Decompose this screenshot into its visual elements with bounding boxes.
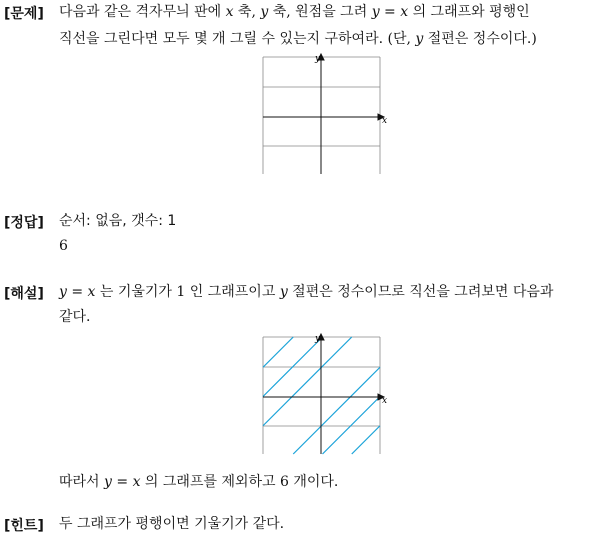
parallel-line bbox=[352, 426, 380, 454]
problem-label: [문제] bbox=[4, 6, 44, 22]
solution-line2: 같다. bbox=[59, 309, 91, 325]
answer-label: [정답] bbox=[4, 215, 44, 231]
x-axis-label: x bbox=[382, 116, 388, 126]
answer-line1: 순서: 없음, 갯수: 1 bbox=[59, 213, 177, 229]
parallel-line bbox=[293, 367, 380, 454]
problem-text-line2: 직선을 그린다면 모두 몇 개 그릴 수 있는지 구하여라. (단, y 절편은 정수이다.) bbox=[59, 31, 537, 47]
y-axis-label: y bbox=[315, 334, 321, 344]
problem-text-line1: 다음과 같은 격자무늬 판에 x 축, y 축, 원점을 그려 y = x 의 그래프와 평행인 bbox=[59, 4, 530, 20]
problem-grid-figure bbox=[256, 52, 388, 178]
solution-line3: 따라서 y = x 의 그래프를 제외하고 6 개이다. bbox=[59, 474, 339, 490]
solution-label: [해설] bbox=[4, 286, 44, 302]
x-axis-label: x bbox=[382, 396, 388, 406]
parallel-line bbox=[263, 337, 352, 426]
hint-text: 두 그래프가 평행이면 기울기가 같다. bbox=[59, 516, 285, 532]
answer-line2: 6 bbox=[59, 238, 68, 254]
parallel-line bbox=[263, 337, 293, 367]
y-axis-label: y bbox=[315, 54, 321, 64]
solution-line1: y = x 는 기울기가 1 인 그래프이고 y 절편은 정수이므로 직선을 그려보면 다음과 bbox=[59, 284, 554, 300]
hint-label: [힌트] bbox=[4, 518, 44, 534]
solution-grid-figure bbox=[256, 332, 388, 458]
parallel-line bbox=[323, 397, 381, 455]
